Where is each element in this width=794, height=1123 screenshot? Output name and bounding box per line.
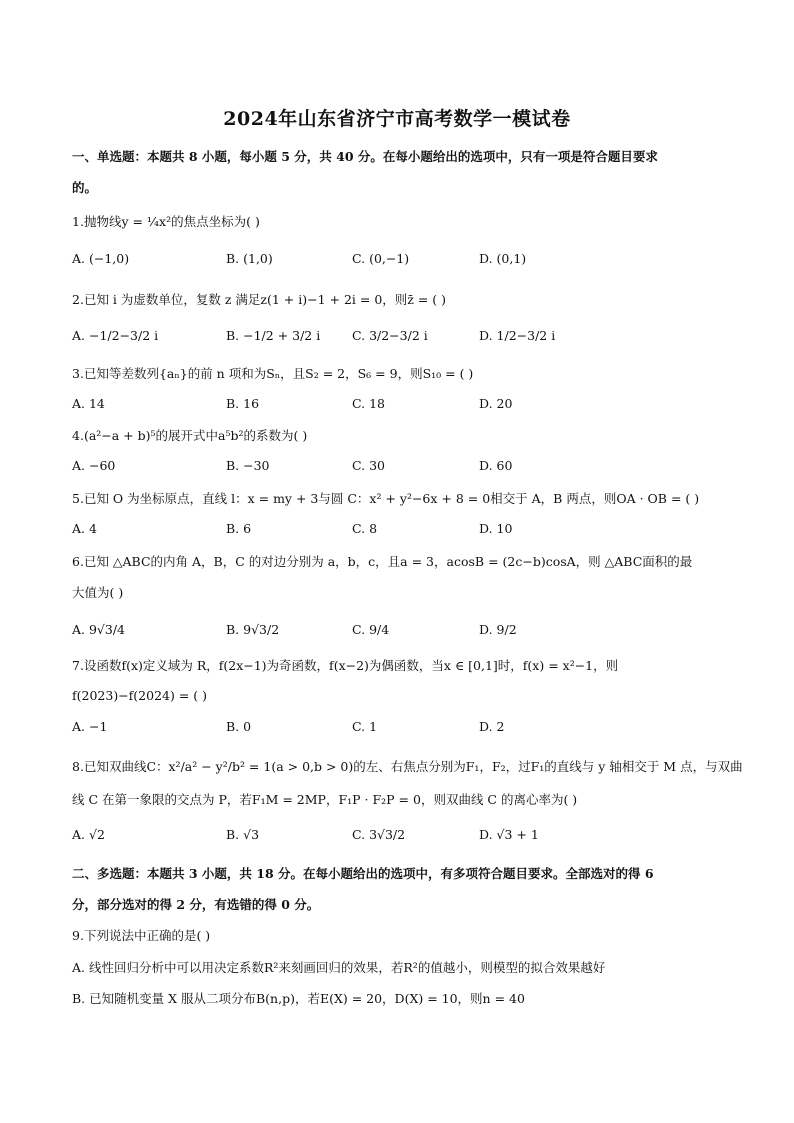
q8-option-c: C. 3√3/2 [352, 827, 406, 842]
question-text: 已知等差数列{aₙ}的前 n 项和为Sₙ，且S₂ = 2，S₆ = 9，则S₁₀ = ( ) [83, 366, 474, 381]
q3-option-d: D. 20 [479, 396, 513, 411]
question-text: 已知双曲线C：x²/a² − y²/b² = 1(a > 0,b > 0)的左、右焦点分别为F₁，F₂，过F₁的直线与 y 轴相交于 M 点，与双曲 [83, 759, 743, 774]
question-text: 已知 △ABC的内角 A，B，C 的对边分别为 a，b，c，且a = 3，acosB = (2c−b)cosA，则 △ABC面积的最 [83, 554, 693, 569]
question-number: 2. [72, 292, 84, 307]
section2-header-line2: 分，部分选对的得 2 分，有选错的得 0 分。 [72, 897, 320, 912]
q2-option-b: B. −1/2 + 3/2 i [226, 328, 321, 343]
q8-option-a: A. √2 [72, 827, 105, 842]
q7-option-b: B. 0 [226, 719, 252, 734]
q8-option-b: B. √3 [226, 827, 260, 842]
q1-option-a: A. (−1,0) [72, 251, 130, 266]
q1-option-b: B. (1,0) [226, 251, 273, 266]
question-number: 8. [72, 759, 84, 774]
question-6-stem [72, 552, 732, 570]
q5-option-b: B. 6 [226, 521, 252, 536]
q7-option-c: C. 1 [352, 719, 378, 734]
question-text: 已知 O 为坐标原点，直线 l：x = my + 3与圆 C：x² + y²−6x + 8 = 0相交于 A，B 两点，则OA · OB = ( ) [83, 491, 700, 506]
question-6-stem-cont: 大值为( ) [72, 585, 124, 600]
q3-option-c: C. 18 [352, 396, 385, 411]
section1-header-line2: 的。 [72, 180, 98, 195]
question-8-stem-cont: 线 C 在第一象限的交点为 P，若F₁M = 2MP，F₁P · F₂P = 0，则双曲线 C 的离心率为( ) [72, 792, 578, 807]
question-8-stem [72, 757, 743, 775]
q9-option-a: A. 线性回归分析中可以用决定系数R²来刻画回归的效果，若R²的值越小，则模型的拟合效果越好 [72, 960, 606, 975]
q6-option-d: D. 9/2 [479, 622, 517, 637]
question-text: 抛物线y = ¼x²的焦点坐标为( ) [83, 214, 260, 229]
q1-option-c: C. (0,−1) [352, 251, 410, 266]
question-7-stem-cont: f(2023)−f(2024) = ( ) [72, 688, 208, 703]
q5-option-a: A. 4 [72, 521, 97, 536]
question-text: 设函数f(x)定义域为 R，f(2x−1)为奇函数，f(x−2)为偶函数，当x ∈ [0,1]时，f(x) = x²−1，则 [83, 658, 619, 673]
q4-option-b: B. −30 [226, 458, 270, 473]
question-text: 下列说法中正确的是( ) [83, 928, 211, 943]
q6-option-b: B. 9√3/2 [226, 622, 280, 637]
q7-option-d: D. 2 [479, 719, 505, 734]
question-1-stem [72, 212, 732, 230]
question-5-stem [72, 489, 732, 507]
question-number: 1. [72, 214, 84, 229]
question-number: 9. [72, 928, 84, 943]
q3-option-a: A. 14 [72, 396, 105, 411]
question-number: 5. [72, 491, 84, 506]
q7-option-a: A. −1 [72, 719, 108, 734]
q4-option-c: C. 30 [352, 458, 385, 473]
question-text: (a²−a + b)⁵的展开式中a⁵b²的系数为( ) [83, 428, 308, 443]
question-number: 3. [72, 366, 84, 381]
q4-option-a: A. −60 [72, 458, 116, 473]
section1-header-line1: 一、单选题：本题共 8 小题，每小题 5 分，共 40 分。在每小题给出的选项中，只有一项是符合题目要求 [72, 149, 658, 164]
q2-option-c: C. 3/2−3/2 i [352, 328, 428, 343]
question-3-stem [72, 364, 732, 382]
question-number: 4. [72, 428, 84, 443]
q1-option-d: D. (0,1) [479, 251, 527, 266]
question-number: 7. [72, 658, 84, 673]
question-2-stem [72, 290, 732, 308]
q6-option-a: A. 9√3/4 [72, 622, 126, 637]
q8-option-d: D. √3 + 1 [479, 827, 539, 842]
section2-header-line1: 二、多选题：本题共 3 小题，共 18 分。在每小题给出的选项中，有多项符合题目要求。全部选对的得 6 [72, 866, 654, 881]
question-text: 已知 i 为虚数单位，复数 z 满足z(1 + i)−1 + 2i = 0，则z̄ = ( ) [83, 292, 447, 307]
q2-option-d: D. 1/2−3/2 i [479, 328, 556, 343]
q3-option-b: B. 16 [226, 396, 260, 411]
page-title: 2024年山东省济宁市高考数学一模试卷 [223, 108, 571, 130]
question-7-stem [72, 656, 732, 674]
question-9-stem [72, 926, 732, 944]
question-number: 6. [72, 554, 84, 569]
question-4-stem [72, 426, 732, 444]
q4-option-d: D. 60 [479, 458, 513, 473]
q9-option-b: B. 已知随机变量 X 服从二项分布B(n,p)，若E(X) = 20，D(X) = 10，则n = 40 [72, 991, 525, 1006]
q5-option-c: C. 8 [352, 521, 378, 536]
q6-option-c: C. 9/4 [352, 622, 390, 637]
q5-option-d: D. 10 [479, 521, 513, 536]
q2-option-a: A. −1/2−3/2 i [72, 328, 159, 343]
